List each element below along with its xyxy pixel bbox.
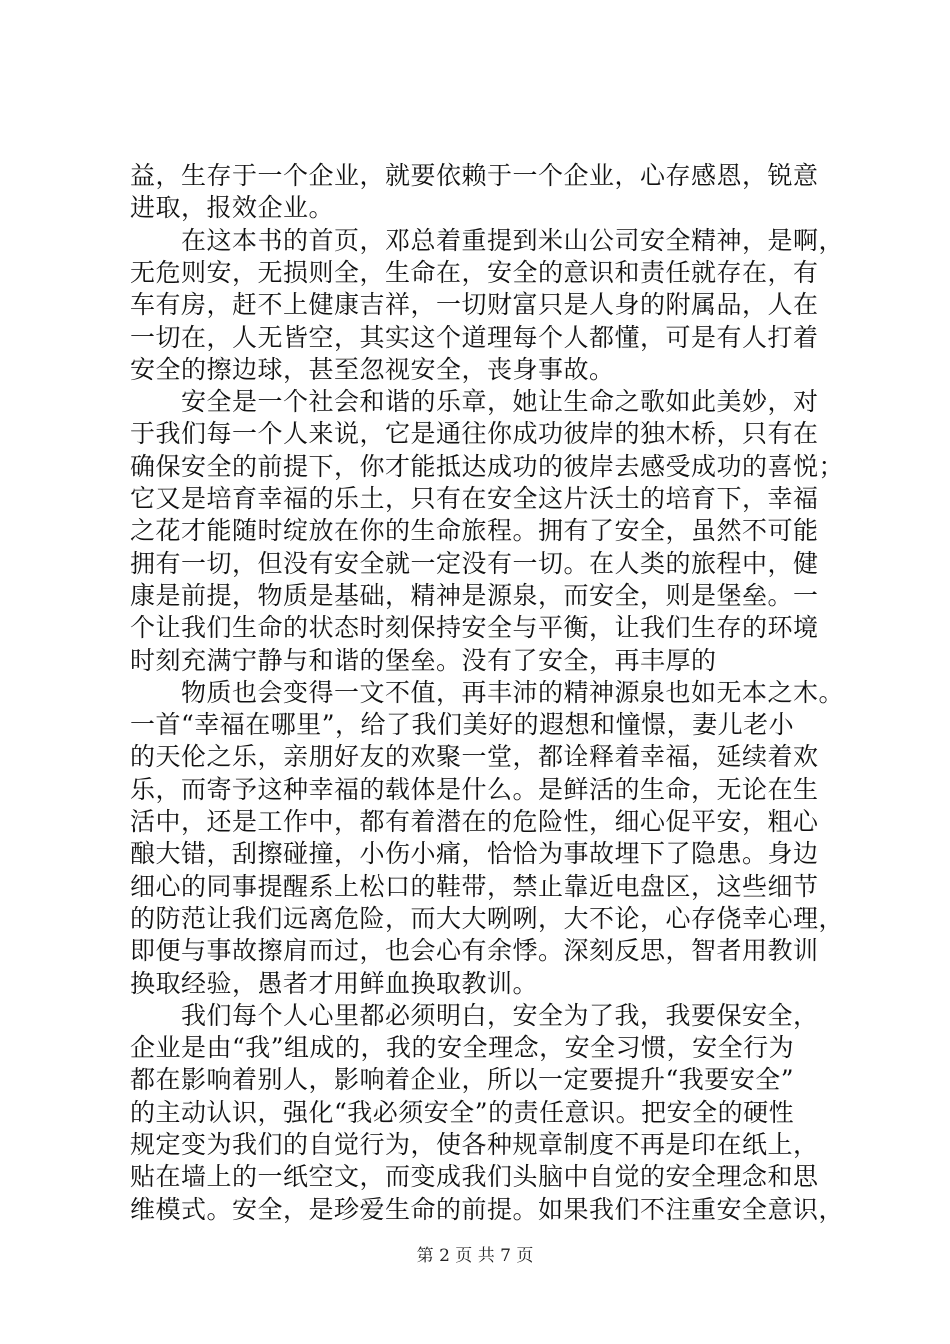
text-line: 于我们每一个人来说，它是通往你成功彼岸的独木桥，只有在	[130, 419, 819, 448]
text-line: 一首“幸福在哪里”，给了我们美好的遐想和憧憬，妻儿老小	[130, 710, 795, 739]
text-line: 细心的同事提醒系上松口的鞋带，禁止靠近电盘区，这些细节	[130, 872, 819, 901]
text-line: 之花才能随时绽放在你的生命旅程。拥有了安全，虽然不可能	[130, 516, 819, 545]
text-line: 贴在墙上的一纸空文，而变成我们头脑中自觉的安全理念和思	[130, 1162, 819, 1191]
text-line: 它又是培育幸福的乐土，只有在安全这片沃土的培育下，幸福	[130, 484, 819, 513]
text-line: 物质也会变得一文不值，再丰沛的精神源泉也如无本之木。	[130, 678, 845, 707]
text-line: 个让我们生命的状态时刻保持安全与平衡，让我们生存的环境	[130, 613, 819, 642]
text-line: 换取经验，愚者才用鲜血换取教训。	[130, 969, 539, 998]
text-line: 确保安全的前提下，你才能抵达成功的彼岸去感受成功的喜悦；	[130, 452, 845, 481]
text-line: 在这本书的首页，邓总着重提到米山公司安全精神，是啊，	[130, 226, 845, 255]
text-line: 都在影响着别人，影响着企业，所以一定要提升“我要安全”	[130, 1065, 795, 1094]
text-line: 康是前提，物质是基础，精神是源泉，而安全，则是堡垒。一	[130, 581, 819, 610]
text-line: 的主动认识，强化“我必须安全”的责任意识。把安全的硬性	[130, 1098, 795, 1127]
text-line: 车有房，赶不上健康吉祥，一切财富只是人身的附属品，人在	[130, 290, 819, 319]
text-line: 我们每个人心里都必须明白，安全为了我，我要保安全，	[130, 1001, 819, 1030]
page-number-footer: 第 2 页 共 7 页	[416, 1246, 534, 1266]
text-line: 的防范让我们远离危险，而大大咧咧，大不论，心存侥幸心理，	[130, 904, 845, 933]
text-line: 益，生存于一个企业，就要依赖于一个企业，心存感恩，锐意	[130, 161, 819, 190]
text-line: 维模式。安全，是珍爱生命的前提。如果我们不注重安全意识，	[130, 1195, 845, 1224]
text-line: 酿大错，刮擦碰撞，小伤小痛，恰恰为事故埋下了隐患。身边	[130, 839, 819, 868]
text-line: 乐，而寄予这种幸福的载体是什么。是鲜活的生命，无论在生	[130, 775, 819, 804]
text-line: 时刻充满宁静与和谐的堡垒。没有了安全，再丰厚的	[130, 646, 717, 675]
text-line: 无危则安，无损则全，生命在，安全的意识和责任就存在，有	[130, 258, 819, 287]
text-line: 安全的擦边球，甚至忽视安全，丧身事故。	[130, 355, 615, 384]
text-line: 的天伦之乐，亲朋好友的欢聚一堂，都诠释着幸福，延续着欢	[130, 742, 819, 771]
text-line: 拥有一切，但没有安全就一定没有一切。在人类的旅程中，健	[130, 549, 819, 578]
text-line: 活中，还是工作中，都有着潜在的危险性，细心促平安，粗心	[130, 807, 819, 836]
text-line: 安全是一个社会和谐的乐章，她让生命之歌如此美妙，对	[130, 387, 819, 416]
text-line: 企业是由“我”组成的，我的安全理念，安全习惯，安全行为	[130, 1033, 795, 1062]
text-line: 一切在，人无皆空，其实这个道理每个人都懂，可是有人打着	[130, 323, 819, 352]
text-line: 即便与事故擦肩而过，也会心有余悸。深刻反思，智者用教训	[130, 936, 819, 965]
text-line: 进取，报效企业。	[130, 193, 335, 222]
text-line: 规定变为我们的自觉行为，使各种规章制度不再是印在纸上，	[130, 1130, 819, 1159]
